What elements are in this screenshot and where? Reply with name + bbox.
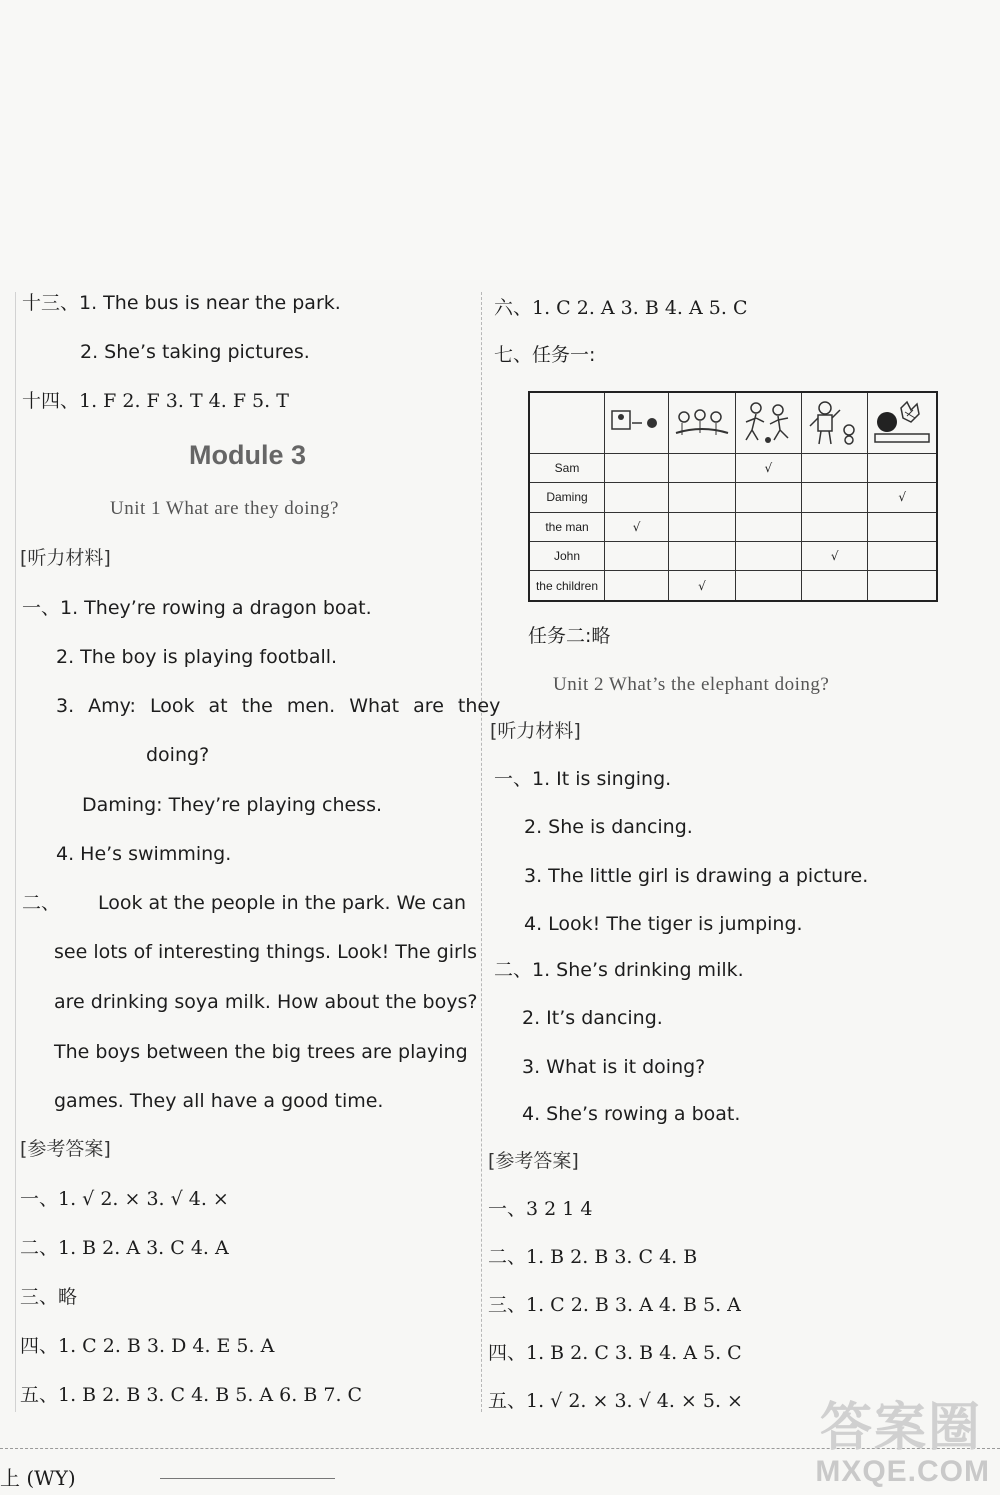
row-name-cell: Daming <box>529 483 605 512</box>
task2-label: 任务二:略 <box>528 625 611 647</box>
unit1-title: Unit 1 What are they doing? <box>110 498 339 519</box>
r-answer-3: 三、1. C 2. B 3. A 4. B 5. A <box>488 1294 741 1316</box>
r-listening-1-1: 一、1. It is singing. <box>494 768 672 790</box>
r-listening-2-3: 3. What is it doing? <box>522 1056 706 1078</box>
table-cell <box>669 454 735 483</box>
row-name-cell: John <box>529 541 605 570</box>
table-cell: √ <box>669 571 735 601</box>
footer-underline <box>160 1478 335 1479</box>
r-listening-2-2: 2. It’s dancing. <box>522 1007 663 1029</box>
listening-header-right: [听力材料] <box>490 720 581 742</box>
passage-line-5: games. They all have a good time. <box>54 1090 384 1112</box>
table-cell <box>735 512 801 541</box>
table-cell <box>801 512 867 541</box>
table-cell <box>868 571 937 601</box>
table-corner-cell <box>529 392 605 454</box>
watermark-logo: 答案圈 <box>819 1398 982 1458</box>
r-answer-5: 五、1. √ 2. × 3. √ 4. × 5. × <box>488 1390 743 1412</box>
r-listening-2-4: 4. She’s rowing a boat. <box>522 1103 741 1125</box>
table-cell <box>735 571 801 601</box>
table-cell <box>868 541 937 570</box>
listening-1-3b: doing? <box>146 744 210 766</box>
left-margin-rule <box>15 292 16 1412</box>
listening-header-left: [听力材料] <box>20 547 111 569</box>
activity-picture-2 <box>669 392 735 454</box>
table-cell: √ <box>735 454 801 483</box>
column-divider <box>481 292 482 1412</box>
table-cell <box>605 541 669 570</box>
table-header-row <box>529 392 937 454</box>
answer-line-13-1: 十三、1. The bus is near the park. <box>22 292 341 314</box>
answer-line-13-2: 2. She’s taking pictures. <box>80 341 310 363</box>
table-row <box>529 512 937 541</box>
answer-a5: 五、1. B 2. B 3. C 4. B 5. A 6. B 7. C <box>20 1384 363 1406</box>
table-cell <box>669 541 735 570</box>
table-cell <box>669 483 735 512</box>
table-cell: √ <box>801 541 867 570</box>
r-listening-1-3: 3. The little girl is drawing a picture. <box>524 865 869 887</box>
activity-picture-1 <box>605 392 669 454</box>
table-cell: √ <box>605 512 669 541</box>
listening-1-2: 2. The boy is playing football. <box>56 646 338 668</box>
module-title: Module 3 <box>189 440 307 470</box>
answer-a3: 三、略 <box>20 1286 78 1308</box>
r-answer-4: 四、1. B 2. C 3. B 4. A 5. C <box>488 1342 742 1364</box>
blank-header-area <box>0 0 1000 280</box>
row-name-cell: the children <box>529 571 605 601</box>
row-name-cell: Sam <box>529 454 605 483</box>
table-cell <box>605 483 669 512</box>
activity-picture-4 <box>801 392 867 454</box>
table-row <box>529 571 937 601</box>
answer-a2: 二、1. B 2. A 3. C 4. A <box>20 1237 229 1259</box>
row-name-cell: the man <box>529 512 605 541</box>
answers-header-left: [参考答案] <box>20 1138 111 1160</box>
listening-1-4: 4. He’s swimming. <box>56 843 232 865</box>
r-answer-1: 一、3 2 1 4 <box>488 1198 593 1220</box>
listening-1-3a: 3. Amy: Look at the men. What are they <box>56 695 501 717</box>
activity-picture-3 <box>735 392 801 454</box>
passage-line-1: Look at the people in the park. We can <box>98 892 467 914</box>
r-listening-2-1: 二、1. She’s drinking milk. <box>494 959 744 981</box>
activity-picture-5 <box>868 392 937 454</box>
answer-line-14: 十四、1. F 2. F 3. T 4. F 5. T <box>22 390 289 412</box>
table-cell <box>801 483 867 512</box>
task1-label: 七、任务一: <box>494 344 596 366</box>
answer-a1: 一、1. √ 2. × 3. √ 4. × <box>20 1188 229 1210</box>
r-listening-1-4: 4. Look! The tiger is jumping. <box>524 913 803 935</box>
table-row <box>529 454 937 483</box>
table-cell <box>801 571 867 601</box>
answer-a4: 四、1. C 2. B 3. D 4. E 5. A <box>20 1335 275 1357</box>
passage-label: 二、 <box>22 892 61 914</box>
table-cell <box>605 454 669 483</box>
table-cell: √ <box>868 483 937 512</box>
watermark-url: MXQE.COM <box>815 1455 990 1488</box>
table-cell <box>735 483 801 512</box>
table-cell <box>801 454 867 483</box>
passage-line-4: The boys between the big trees are playing <box>54 1041 468 1063</box>
unit2-title: Unit 2 What’s the elephant doing? <box>553 674 830 695</box>
table-cell <box>735 541 801 570</box>
answers-header-right: [参考答案] <box>488 1150 579 1172</box>
listening-1-3c: Daming: They’re playing chess. <box>82 794 383 816</box>
r-listening-1-2: 2. She is dancing. <box>524 816 693 838</box>
footer-book-code: 上 (WY) <box>0 1466 76 1490</box>
r-answer-2: 二、1. B 2. B 3. C 4. B <box>488 1246 698 1268</box>
answer-line-6: 六、1. C 2. A 3. B 4. A 5. C <box>494 297 748 319</box>
table-cell <box>868 512 937 541</box>
task1-table <box>528 391 938 602</box>
table-row <box>529 541 937 570</box>
table-cell <box>605 571 669 601</box>
table-cell <box>868 454 937 483</box>
table-cell <box>669 512 735 541</box>
passage-line-2: see lots of interesting things. Look! The girls <box>54 941 477 963</box>
passage-line-3: are drinking soya milk. How about the boys? <box>54 991 478 1013</box>
listening-1-1: 一、1. They’re rowing a dragon boat. <box>22 597 372 619</box>
table-row <box>529 483 937 512</box>
